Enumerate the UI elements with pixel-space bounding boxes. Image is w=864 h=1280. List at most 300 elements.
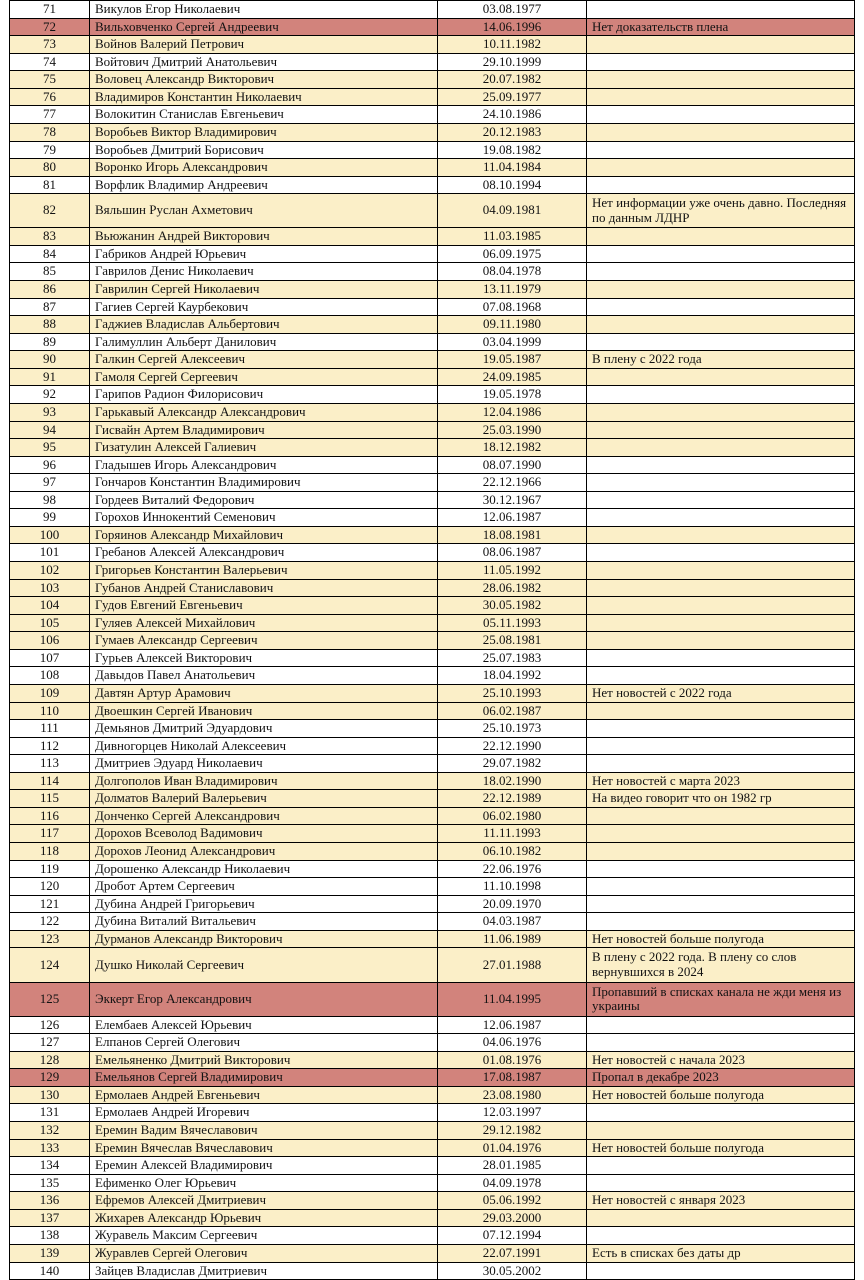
birth-date-cell: 23.08.1980 (438, 1087, 587, 1104)
table-row (10, 931, 854, 949)
row-number-cell: 98 (10, 492, 90, 509)
birth-date-cell: 29.07.1982 (438, 755, 587, 772)
table-row (10, 351, 854, 369)
notes-cell (587, 159, 854, 176)
row-number-cell: 130 (10, 1087, 90, 1104)
row-number-cell: 76 (10, 89, 90, 106)
row-number-cell: 135 (10, 1175, 90, 1192)
full-name-cell: Войнов Валерий Петрович (90, 36, 438, 53)
full-name-cell: Ворфлик Владимир Андреевич (90, 177, 438, 194)
row-number-cell: 127 (10, 1034, 90, 1051)
table-row (10, 71, 854, 89)
row-number-cell: 75 (10, 71, 90, 88)
row-number-cell: 95 (10, 439, 90, 456)
table-row (10, 509, 854, 527)
table-row (10, 580, 854, 598)
full-name-cell: Дубина Андрей Григорьевич (90, 896, 438, 913)
table-row (10, 263, 854, 281)
notes-cell (587, 439, 854, 456)
notes-cell (587, 316, 854, 333)
full-name-cell: Вьюжанин Андрей Викторович (90, 228, 438, 245)
birth-date-cell: 06.09.1975 (438, 246, 587, 263)
table-row (10, 896, 854, 914)
full-name-cell: Гладышев Игорь Александрович (90, 457, 438, 474)
birth-date-cell: 30.12.1967 (438, 492, 587, 509)
table-row (10, 439, 854, 457)
row-number-cell: 115 (10, 790, 90, 807)
table-row (10, 685, 854, 703)
notes-cell (587, 1122, 854, 1139)
table-row (10, 1157, 854, 1175)
notes-cell: Пропал в декабре 2023 (592, 1069, 719, 1085)
missing-persons-table (9, 0, 855, 1280)
notes-cell (587, 1227, 854, 1244)
table-row (10, 54, 854, 72)
full-name-cell: Елпанов Сергей Олегович (90, 1034, 438, 1051)
table-row (10, 1210, 854, 1228)
full-name-cell: Волокитин Станислав Евгеньевич (90, 106, 438, 123)
table-row (10, 861, 854, 879)
full-name-cell: Вильховченко Сергей Андреевич (90, 19, 438, 36)
notes-cell: В плену с 2022 года. В плену со слов вернувшихся в 2024 (592, 949, 797, 979)
birth-date-cell: 25.09.1977 (438, 89, 587, 106)
birth-date-cell: 22.12.1990 (438, 738, 587, 755)
notes-cell (587, 334, 854, 351)
birth-date-cell: 25.03.1990 (438, 422, 587, 439)
full-name-cell: Габриков Андрей Юрьевич (90, 246, 438, 263)
full-name-cell: Воловец Александр Викторович (90, 71, 438, 88)
birth-date-cell: 04.03.1987 (438, 913, 587, 930)
row-number-cell: 120 (10, 878, 90, 895)
table-row (10, 1175, 854, 1193)
notes-cell (587, 650, 854, 667)
row-number-cell: 140 (10, 1263, 90, 1280)
full-name-cell: Гаджиев Владислав Альбертович (90, 316, 438, 333)
full-name-cell: Воробьев Виктор Владимирович (90, 124, 438, 141)
notes-cell (587, 1034, 854, 1051)
birth-date-cell: 11.04.1984 (438, 159, 587, 176)
full-name-cell: Гамоля Сергей Сергеевич (90, 369, 438, 386)
row-number-cell: 100 (10, 527, 90, 544)
table-row (10, 650, 854, 668)
notes-cell (587, 124, 854, 141)
table-row (10, 457, 854, 475)
table-row (10, 36, 854, 54)
birth-date-cell: 08.04.1978 (438, 263, 587, 280)
row-number-cell: 79 (10, 142, 90, 159)
birth-date-cell: 11.10.1998 (438, 878, 587, 895)
birth-date-cell: 24.09.1985 (438, 369, 587, 386)
notes-cell (587, 861, 854, 878)
notes-cell: На видео говорит что он 1982 гр (592, 790, 772, 806)
full-name-cell: Гордеев Виталий Федорович (90, 492, 438, 509)
row-number-cell: 122 (10, 913, 90, 930)
full-name-cell: Галкин Сергей Алексеевич (90, 351, 438, 368)
row-number-cell: 107 (10, 650, 90, 667)
notes-cell (587, 755, 854, 772)
full-name-cell: Зайцев Владислав Дмитриевич (90, 1263, 438, 1280)
birth-date-cell: 20.12.1983 (438, 124, 587, 141)
birth-date-cell: 20.07.1982 (438, 71, 587, 88)
notes-cell (587, 913, 854, 930)
full-name-cell: Ермолаев Андрей Евгеньевич (90, 1087, 438, 1104)
birth-date-cell: 12.06.1987 (438, 1017, 587, 1034)
notes-cell (587, 457, 854, 474)
full-name-cell: Давтян Артур Арамович (90, 685, 438, 702)
full-name-cell: Гагиев Сергей Каурбекович (90, 299, 438, 316)
notes-cell (587, 667, 854, 684)
notes-cell (587, 281, 854, 298)
birth-date-cell: 18.08.1981 (438, 527, 587, 544)
table-row (10, 142, 854, 160)
notes-cell (587, 106, 854, 123)
row-number-cell: 121 (10, 896, 90, 913)
notes-cell (587, 632, 854, 649)
full-name-cell: Гисвайн Артем Владимирович (90, 422, 438, 439)
birth-date-cell: 08.10.1994 (438, 177, 587, 194)
full-name-cell: Воронко Игорь Александрович (90, 159, 438, 176)
birth-date-cell: 22.06.1976 (438, 861, 587, 878)
full-name-cell: Еремин Вячеслав Вячеславович (90, 1140, 438, 1157)
birth-date-cell: 04.09.1978 (438, 1175, 587, 1192)
notes-cell (587, 808, 854, 825)
birth-date-cell: 12.04.1986 (438, 404, 587, 421)
birth-date-cell: 03.04.1999 (438, 334, 587, 351)
row-number-cell: 112 (10, 738, 90, 755)
birth-date-cell: 01.08.1976 (438, 1052, 587, 1069)
table-row (10, 334, 854, 352)
notes-cell (587, 89, 854, 106)
table-row (10, 194, 854, 228)
table-row (10, 544, 854, 562)
birth-date-cell: 04.06.1976 (438, 1034, 587, 1051)
notes-cell: Нет новостей с начала 2023 (592, 1051, 746, 1067)
birth-date-cell: 11.06.1989 (438, 931, 587, 948)
row-number-cell: 96 (10, 457, 90, 474)
notes-cell (587, 509, 854, 526)
row-number-cell: 86 (10, 281, 90, 298)
row-number-cell: 109 (10, 685, 90, 702)
row-number-cell: 84 (10, 246, 90, 263)
birth-date-cell: 18.02.1990 (438, 773, 587, 790)
full-name-cell: Ермолаев Андрей Игоревич (90, 1104, 438, 1121)
table-row (10, 1227, 854, 1245)
table-row (10, 755, 854, 773)
full-name-cell: Дубина Виталий Витальевич (90, 913, 438, 930)
full-name-cell: Викулов Егор Николаевич (90, 1, 438, 18)
row-number-cell: 91 (10, 369, 90, 386)
full-name-cell: Губанов Андрей Станиславович (90, 580, 438, 597)
full-name-cell: Гурьев Алексей Викторович (90, 650, 438, 667)
birth-date-cell: 10.11.1982 (438, 36, 587, 53)
table-row (10, 246, 854, 264)
table-row (10, 1069, 854, 1087)
table-row (10, 1017, 854, 1035)
notes-cell (587, 1157, 854, 1174)
notes-cell (587, 71, 854, 88)
birth-date-cell: 28.01.1985 (438, 1157, 587, 1174)
row-number-cell: 82 (10, 194, 90, 227)
notes-cell (587, 299, 854, 316)
birth-date-cell: 22.12.1966 (438, 474, 587, 491)
row-number-cell: 113 (10, 755, 90, 772)
full-name-cell: Гарькавый Александр Александрович (90, 404, 438, 421)
row-number-cell: 138 (10, 1227, 90, 1244)
notes-cell (587, 738, 854, 755)
row-number-cell: 123 (10, 931, 90, 948)
row-number-cell: 108 (10, 667, 90, 684)
row-number-cell: 124 (10, 948, 90, 981)
birth-date-cell: 06.02.1987 (438, 703, 587, 720)
table-row (10, 404, 854, 422)
full-name-cell: Горяинов Александр Михайлович (90, 527, 438, 544)
full-name-cell: Войтович Дмитрий Анатольевич (90, 54, 438, 71)
row-number-cell: 94 (10, 422, 90, 439)
full-name-cell: Ефименко Олег Юрьевич (90, 1175, 438, 1192)
table-row (10, 89, 854, 107)
birth-date-cell: 29.12.1982 (438, 1122, 587, 1139)
row-number-cell: 103 (10, 580, 90, 597)
full-name-cell: Гарипов Радион Филорисович (90, 386, 438, 403)
full-name-cell: Гуляев Алексей Михайлович (90, 615, 438, 632)
row-number-cell: 78 (10, 124, 90, 141)
notes-cell (587, 36, 854, 53)
table-row (10, 738, 854, 756)
notes-cell (587, 562, 854, 579)
birth-date-cell: 12.06.1987 (438, 509, 587, 526)
birth-date-cell: 05.11.1993 (438, 615, 587, 632)
row-number-cell: 73 (10, 36, 90, 53)
full-name-cell: Еремин Алексей Владимирович (90, 1157, 438, 1174)
notes-cell: В плену с 2022 года (592, 351, 702, 367)
birth-date-cell: 05.06.1992 (438, 1192, 587, 1209)
full-name-cell: Гаврилин Сергей Николаевич (90, 281, 438, 298)
row-number-cell: 72 (10, 19, 90, 36)
notes-cell (587, 404, 854, 421)
full-name-cell: Гизатулин Алексей Галиевич (90, 439, 438, 456)
birth-date-cell: 17.08.1987 (438, 1069, 587, 1086)
table-row (10, 1263, 854, 1280)
notes-cell (587, 720, 854, 737)
row-number-cell: 105 (10, 615, 90, 632)
birth-date-cell: 11.03.1985 (438, 228, 587, 245)
notes-cell (587, 369, 854, 386)
row-number-cell: 106 (10, 632, 90, 649)
full-name-cell: Дмитриев Эдуард Николаевич (90, 755, 438, 772)
notes-cell: Нет информации уже очень давно. Последняя по данным ЛДНР (592, 195, 847, 225)
birth-date-cell: 22.07.1991 (438, 1245, 587, 1262)
table-row (10, 720, 854, 738)
full-name-cell: Галимуллин Альберт Данилович (90, 334, 438, 351)
table-row (10, 1104, 854, 1122)
table-row (10, 1052, 854, 1070)
table-row (10, 562, 854, 580)
row-number-cell: 87 (10, 299, 90, 316)
row-number-cell: 102 (10, 562, 90, 579)
notes-cell (587, 580, 854, 597)
table-row (10, 790, 854, 808)
notes-cell (587, 422, 854, 439)
notes-cell (587, 1175, 854, 1192)
row-number-cell: 129 (10, 1069, 90, 1086)
full-name-cell: Демьянов Дмитрий Эдуардович (90, 720, 438, 737)
row-number-cell: 104 (10, 597, 90, 614)
full-name-cell: Дорошенко Александр Николаевич (90, 861, 438, 878)
notes-cell (587, 878, 854, 895)
table-row (10, 667, 854, 685)
table-row (10, 1122, 854, 1140)
table-row (10, 983, 854, 1017)
full-name-cell: Дробот Артем Сергеевич (90, 878, 438, 895)
row-number-cell: 132 (10, 1122, 90, 1139)
full-name-cell: Жихарев Александр Юрьевич (90, 1210, 438, 1227)
row-number-cell: 118 (10, 843, 90, 860)
birth-date-cell: 25.10.1993 (438, 685, 587, 702)
full-name-cell: Еремин Вадим Вячеславович (90, 1122, 438, 1139)
table-row (10, 878, 854, 896)
birth-date-cell: 01.04.1976 (438, 1140, 587, 1157)
notes-cell (587, 263, 854, 280)
full-name-cell: Емельянов Сергей Владимирович (90, 1069, 438, 1086)
full-name-cell: Гребанов Алексей Александрович (90, 544, 438, 561)
full-name-cell: Гончаров Константин Владимирович (90, 474, 438, 491)
full-name-cell: Воробьев Дмитрий Борисович (90, 142, 438, 159)
row-number-cell: 90 (10, 351, 90, 368)
notes-cell: Нет новостей больше полугода (592, 1139, 765, 1155)
full-name-cell: Двоешкин Сергей Иванович (90, 703, 438, 720)
table-row (10, 316, 854, 334)
birth-date-cell: 06.02.1980 (438, 808, 587, 825)
full-name-cell: Гаврилов Денис Николаевич (90, 263, 438, 280)
table-row (10, 632, 854, 650)
row-number-cell: 114 (10, 773, 90, 790)
full-name-cell: Вяльшин Руслан Ахметович (90, 194, 438, 227)
row-number-cell: 92 (10, 386, 90, 403)
notes-cell (587, 615, 854, 632)
full-name-cell: Душко Николай Сергеевич (90, 948, 438, 981)
birth-date-cell: 03.08.1977 (438, 1, 587, 18)
notes-cell (587, 1263, 854, 1280)
row-number-cell: 117 (10, 825, 90, 842)
table-row (10, 474, 854, 492)
birth-date-cell: 08.06.1987 (438, 544, 587, 561)
birth-date-cell: 25.07.1983 (438, 650, 587, 667)
full-name-cell: Эккерт Егор Александрович (90, 983, 438, 1016)
birth-date-cell: 11.05.1992 (438, 562, 587, 579)
birth-date-cell: 04.09.1981 (438, 194, 587, 227)
birth-date-cell: 13.11.1979 (438, 281, 587, 298)
notes-cell: Есть в списках без даты др (592, 1244, 741, 1260)
row-number-cell: 85 (10, 263, 90, 280)
row-number-cell: 89 (10, 334, 90, 351)
birth-date-cell: 09.11.1980 (438, 316, 587, 333)
table-row (10, 597, 854, 615)
notes-cell: Пропавший в списках канала не жди меня из украины (592, 983, 842, 1014)
notes-cell (587, 527, 854, 544)
table-row (10, 1245, 854, 1263)
table-row (10, 228, 854, 246)
table-row (10, 843, 854, 861)
table-row (10, 825, 854, 843)
table-row (10, 177, 854, 195)
full-name-cell: Ефремов Алексей Дмитриевич (90, 1192, 438, 1209)
birth-date-cell: 24.10.1986 (438, 106, 587, 123)
row-number-cell: 119 (10, 861, 90, 878)
row-number-cell: 125 (10, 983, 90, 1016)
row-number-cell: 88 (10, 316, 90, 333)
full-name-cell: Долгополов Иван Владимирович (90, 773, 438, 790)
full-name-cell: Горохов Иннокентий Семенович (90, 509, 438, 526)
notes-cell (587, 1, 854, 18)
birth-date-cell: 25.10.1973 (438, 720, 587, 737)
notes-cell (587, 1017, 854, 1034)
birth-date-cell: 12.03.1997 (438, 1104, 587, 1121)
birth-date-cell: 20.09.1970 (438, 896, 587, 913)
row-number-cell: 128 (10, 1052, 90, 1069)
notes-cell (587, 228, 854, 245)
full-name-cell: Емельяненко Дмитрий Викторович (90, 1052, 438, 1069)
row-number-cell: 110 (10, 703, 90, 720)
notes-cell (587, 1210, 854, 1227)
table-row (10, 299, 854, 317)
full-name-cell: Давыдов Павел Анатольевич (90, 667, 438, 684)
row-number-cell: 97 (10, 474, 90, 491)
birth-date-cell: 28.06.1982 (438, 580, 587, 597)
notes-cell: Нет новостей с марта 2023 (592, 772, 740, 788)
table-row (10, 386, 854, 404)
notes-cell: Нет новостей больше полугода (592, 1086, 765, 1102)
birth-date-cell: 29.03.2000 (438, 1210, 587, 1227)
table-row (10, 1087, 854, 1105)
birth-date-cell: 11.04.1995 (438, 983, 587, 1016)
birth-date-cell: 19.05.1978 (438, 386, 587, 403)
birth-date-cell: 08.07.1990 (438, 457, 587, 474)
full-name-cell: Гудов Евгений Евгеньевич (90, 597, 438, 614)
birth-date-cell: 06.10.1982 (438, 843, 587, 860)
birth-date-cell: 19.05.1987 (438, 351, 587, 368)
table-row (10, 703, 854, 721)
table-row (10, 1140, 854, 1158)
row-number-cell: 81 (10, 177, 90, 194)
row-number-cell: 80 (10, 159, 90, 176)
notes-cell (587, 177, 854, 194)
full-name-cell: Долматов Валерий Валерьевич (90, 790, 438, 807)
notes-cell (587, 474, 854, 491)
row-number-cell: 71 (10, 1, 90, 18)
birth-date-cell: 30.05.2002 (438, 1263, 587, 1280)
table-row (10, 1034, 854, 1052)
birth-date-cell: 25.08.1981 (438, 632, 587, 649)
row-number-cell: 83 (10, 228, 90, 245)
row-number-cell: 101 (10, 544, 90, 561)
table-row (10, 422, 854, 440)
full-name-cell: Журавель Максим Сергеевич (90, 1227, 438, 1244)
row-number-cell: 136 (10, 1192, 90, 1209)
full-name-cell: Гумаев Александр Сергеевич (90, 632, 438, 649)
notes-cell (587, 825, 854, 842)
notes-cell (587, 1104, 854, 1121)
table-row (10, 106, 854, 124)
row-number-cell: 74 (10, 54, 90, 71)
table-row (10, 19, 854, 37)
full-name-cell: Дорохов Леонид Александрович (90, 843, 438, 860)
table-row (10, 615, 854, 633)
table-row (10, 281, 854, 299)
birth-date-cell: 07.12.1994 (438, 1227, 587, 1244)
row-number-cell: 111 (10, 720, 90, 737)
row-number-cell: 134 (10, 1157, 90, 1174)
table-row (10, 808, 854, 826)
